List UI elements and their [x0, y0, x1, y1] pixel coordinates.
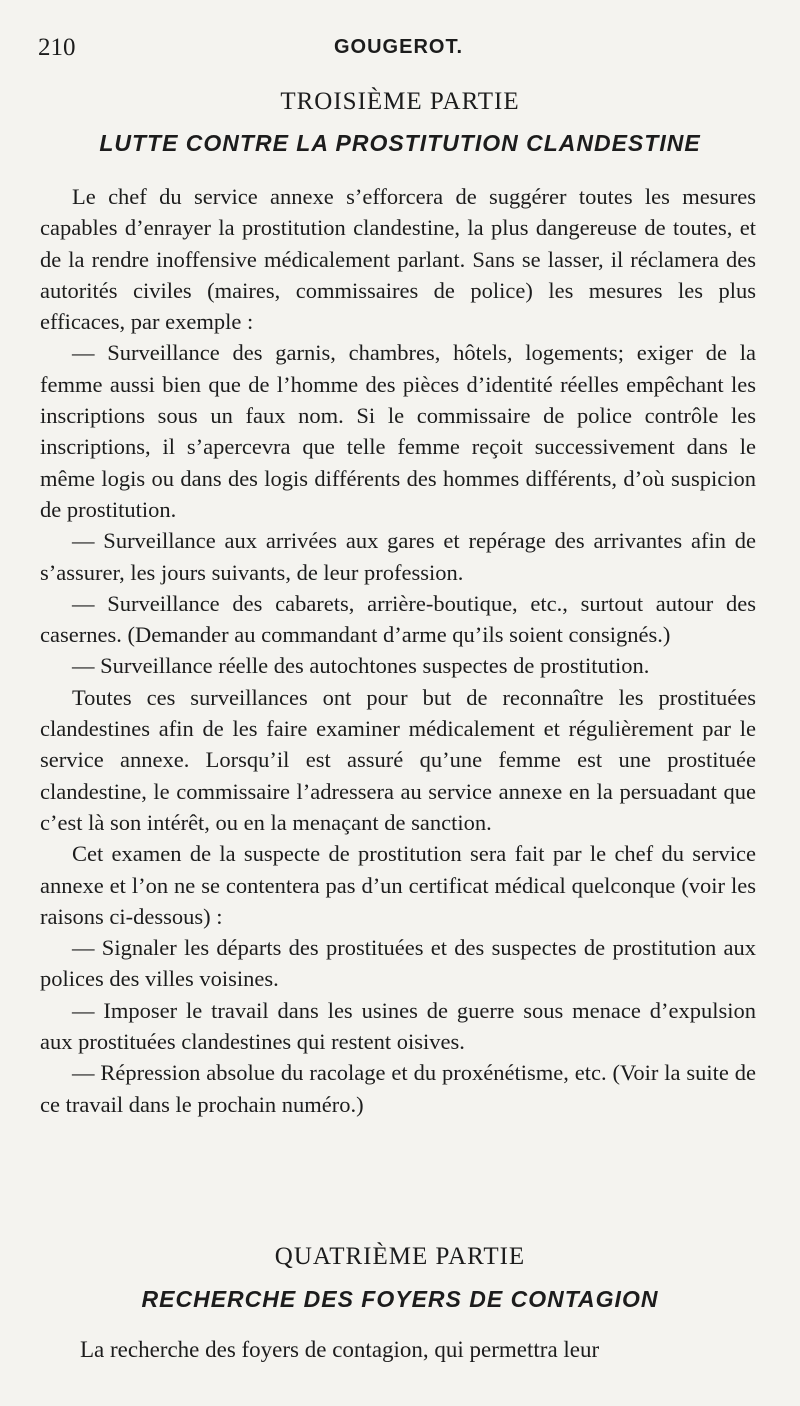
paragraph: — Signaler les départs des prostituées et des suspectes de prostitution aux polices des villes voisines.: [40, 935, 756, 992]
part-4-title: QUATRIÈME PARTIE: [274, 1243, 526, 1270]
part-3-subtitle: LUTTE CONTRE LA PROSTITUTION CLANDESTINE: [99, 130, 701, 156]
paragraph: — Surveillance des garnis, chambres, hôtels, logements; exiger de la femme aussi bien que de l’homme des pièces d’identité réelles empêchant les inscriptions sous un faux nom. Si le commissaire de police contrôle les inscriptions, il s’apercevra que telle femme reçoit successivement dans le même logis ou dans des logis différents des hommes différents, d’où suspicion de prostitution.: [40, 340, 756, 522]
page-number: 210: [38, 34, 76, 61]
part-3-body: [40, 181, 756, 1120]
part-4-paragraph: La recherche des foyers de contagion, qui permettra leur: [80, 1337, 600, 1362]
running-head: [38, 34, 760, 64]
paragraph: Toutes ces surveillances ont pour but de reconnaître les prostituées clandestines afin de les faire examiner médicalement et régulièrement par le service annexe. Lorsqu’il est assuré qu’une femme est une prostituée clandestine, le commissaire l’adressera au service annexe en la persuadant que c’est là son intérêt, ou en la menaçant de sanction.: [40, 684, 756, 835]
part-4-subtitle: RECHERCHE DES FOYERS DE CONTAGION: [141, 1286, 659, 1312]
paragraph: — Surveillance réelle des autochtones suspectes de prostitution.: [72, 653, 650, 679]
paragraph: — Imposer le travail dans les usines de guerre sous menace d’expulsion aux prostituées clandestines qui restent oisives.: [40, 997, 756, 1055]
paragraph: Cet examen de la suspecte de prostitution sera fait par le chef du service annexe et l’on ne se contentera pas d’un certificat médical quelconque (voir les raisons ci-dessous) :: [40, 841, 756, 929]
paragraph: Le chef du service annexe s’efforcera de suggérer toutes les mesures capables d’enrayer la prostitution clandestine, la plus dangereuse de toutes, et de la rendre inoffensive médicalement parlant. Sans se lasser, il réclamera des autorités civiles (maires, commissaires de police) les mesures les plus efficaces, par exemple :: [40, 184, 756, 335]
running-head-author: GOUGEROT.: [334, 36, 464, 58]
paragraph: — Surveillance aux arrivées aux gares et repérage des arrivantes afin de s’assurer, les jours suivants, de leur profession.: [40, 528, 756, 585]
part-3-title: TROISIÈME PARTIE: [280, 88, 520, 115]
paragraph: — Surveillance des cabarets, arrière-boutique, etc., surtout autour des casernes. (Demander au commandant d’arme qu’ils soient consignés.): [40, 590, 756, 648]
paragraph: — Répression absolue du racolage et du proxénétisme, etc. (Voir la suite de ce travail dans le prochain numéro.): [40, 1060, 756, 1117]
